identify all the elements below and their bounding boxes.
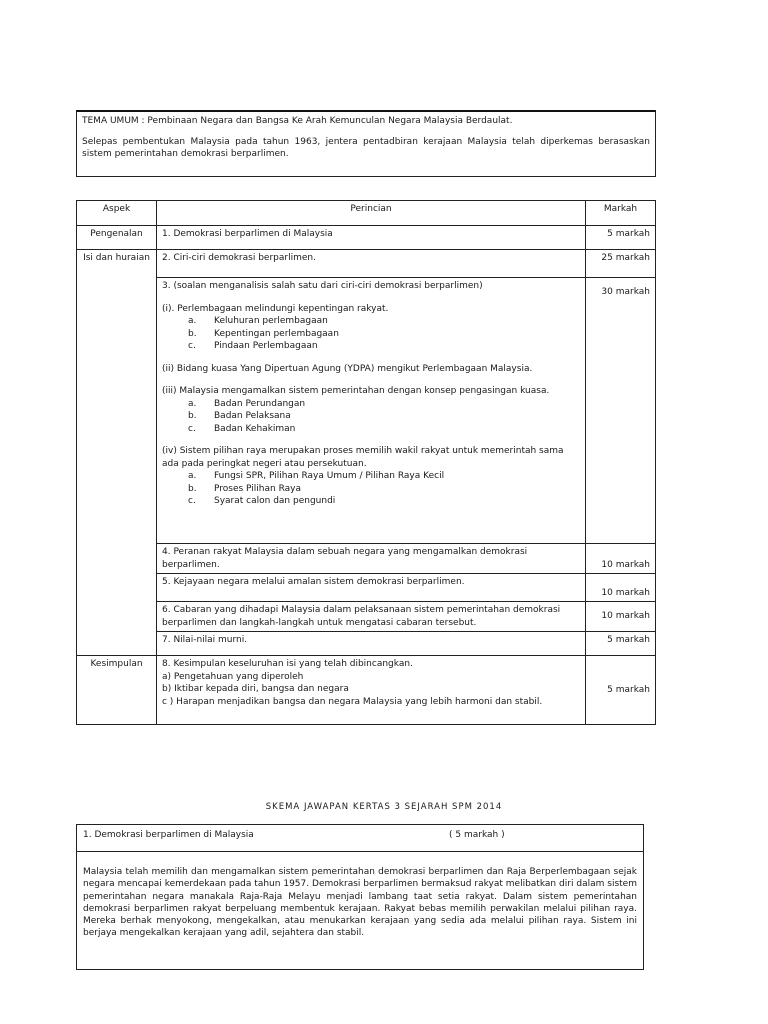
detail-item4: 4. Peranan rakyat Malaysia dalam sebuah negara yang mengamalkan demokrasi berparlimen. — [157, 544, 586, 574]
list-item: c. Badan Kehakiman — [188, 423, 296, 434]
answer-heading: 1. Demokrasi berparlimen di Malaysia — [83, 830, 254, 840]
table-row — [77, 278, 656, 544]
list-item: b. Kepentingan perlembagaan — [188, 328, 339, 339]
detail-item5: 5. Kejayaan negara melalui amalan sistem demokrasi berparlimen. — [157, 574, 586, 602]
theme-box — [76, 110, 656, 177]
item3-intro: 3. (soalan menganalisis salah satu dari ciri-ciri demokrasi berparlimen) — [162, 281, 483, 291]
answer-box — [76, 824, 644, 970]
mark-item4: 10 markah — [586, 544, 656, 574]
rubric-header-row — [77, 201, 656, 226]
list-item: a. Keluhuran perlembagaan — [188, 316, 328, 326]
answer-heading-mark: ( 5 markah ) — [449, 830, 505, 840]
detail-item8 — [157, 656, 586, 725]
table-row — [77, 250, 656, 278]
list-item: a. Fungsi SPR, Pilihan Raya Umum / Pilihan Raya Kecil — [188, 471, 445, 481]
table-row — [77, 544, 656, 574]
kesimpulan-line: b) Iktibar kepada diri, bangsa dan negara — [162, 684, 349, 694]
mark-item8: 5 markah — [586, 656, 656, 725]
list-item: c. Syarat calon dan pengundi — [188, 496, 336, 506]
kesimpulan-line: 8. Kesimpulan keseluruhan isi yang telah dibincangkan. — [162, 659, 413, 669]
kesimpulan-line: c ) Harapan menjadikan bangsa dan negara Malaysia yang lebih harmoni dan stabil. — [162, 696, 543, 707]
list-item: a. Badan Perundangan — [188, 398, 306, 409]
table-row — [77, 656, 656, 725]
kesimpulan-line: a) Pengetahuan yang diperoleh — [162, 671, 304, 682]
theme-line: TEMA UMUM : Pembinaan Negara dan Bangsa Ke Arah Kemunculan Negara Malaysia Berdaulat. — [82, 116, 513, 126]
mark-item3: 30 markah — [586, 278, 656, 544]
item3-iii-title: (iii) Malaysia mengamalkan sistem pemerintahan dengan konsep pengasingan kuasa. — [162, 386, 550, 396]
rubric-table — [76, 200, 656, 725]
list-item: b. Proses Pilihan Raya — [188, 483, 301, 494]
mark-item6: 10 markah — [586, 602, 656, 632]
aspect-pengenalan: Pengenalan — [77, 226, 157, 250]
detail-item2: 2. Ciri-ciri demokrasi berparlimen. — [157, 250, 586, 278]
answer-body: Malaysia telah memilih dan mengamalkan sistem pemerintahan demokrasi berparlimen dan Raja Berperlembagaan sejak negara mencapai kemerdekaan pada tahun 1957. Demokrasi berparlimen bermaksud rakyat melibatkan diri dalam sistem pemerintahan negara manakala Raja-Raja Melayu menjadi lambang taat setia rakyat. Dalam sistem pemerintahan demokrasi berparlimen rakyat berpeluang membentuk kerajaan. Rakyat bebas memilih perwakilan melalui pilihan raya. Mereka berhak menyokong, mengekalkan, atau menukarkan kerajaan yang sedia ada melalui pilihan raya. Sistem ini berjaya mengekalkan kerajaan yang adil, sejahtera dan stabil. — [83, 867, 637, 939]
header-perincian: Perincian — [157, 201, 586, 226]
theme-context: Selepas pembentukan Malaysia pada tahun 1963, jentera pentadbiran kerajaan Malaysia telah diperkemas berasaskan sistem pemerintahan demokrasi berparlimen. — [82, 136, 650, 159]
detail-item6: 6. Cabaran yang dihadapi Malaysia dalam pelaksanaan sistem pemerintahan demokrasi berparlimen dan langkah-langkah untuk mengatasi cabaran tersebut. — [157, 602, 586, 632]
table-row — [77, 574, 656, 602]
answer-scheme-title: SKEMA JAWAPAN KERTAS 3 SEJARAH SPM 2014 — [265, 802, 503, 812]
item3-ii-title: (ii) Bidang kuasa Yang Dipertuan Agung (YDPA) mengikut Perlembagaan Malaysia. — [162, 363, 533, 374]
detail-item3 — [157, 278, 586, 544]
header-markah: Markah — [586, 201, 656, 226]
mark-item5: 10 markah — [586, 574, 656, 602]
table-row — [77, 602, 656, 632]
aspect-isi: Isi dan huraian — [77, 250, 157, 656]
table-row — [77, 632, 656, 656]
item3-i-title: (i). Perlembagaan melindungi kepentingan rakyat. — [162, 303, 389, 314]
detail-item7: 7. Nilai-nilai murni. — [157, 632, 586, 656]
mark-item7: 5 markah — [586, 632, 656, 656]
item3-iv-title: (iv) Sistem pilihan raya merupakan proses memilih wakil rakyat untuk memerintah sama ada pada peringkat negeri atau persekutuan. — [162, 446, 564, 469]
mark-item2: 25 markah — [586, 250, 656, 278]
aspect-kesimpulan: Kesimpulan — [77, 656, 157, 725]
table-row — [77, 226, 656, 250]
answer-heading-row — [77, 825, 643, 852]
mark-item1: 5 markah — [586, 226, 656, 250]
header-aspek: Aspek — [77, 201, 157, 226]
list-item: b. Badan Pelaksana — [188, 411, 291, 421]
detail-item1: 1. Demokrasi berparlimen di Malaysia — [157, 226, 586, 250]
list-item: c. Pindaan Perlembagaan — [188, 341, 318, 351]
